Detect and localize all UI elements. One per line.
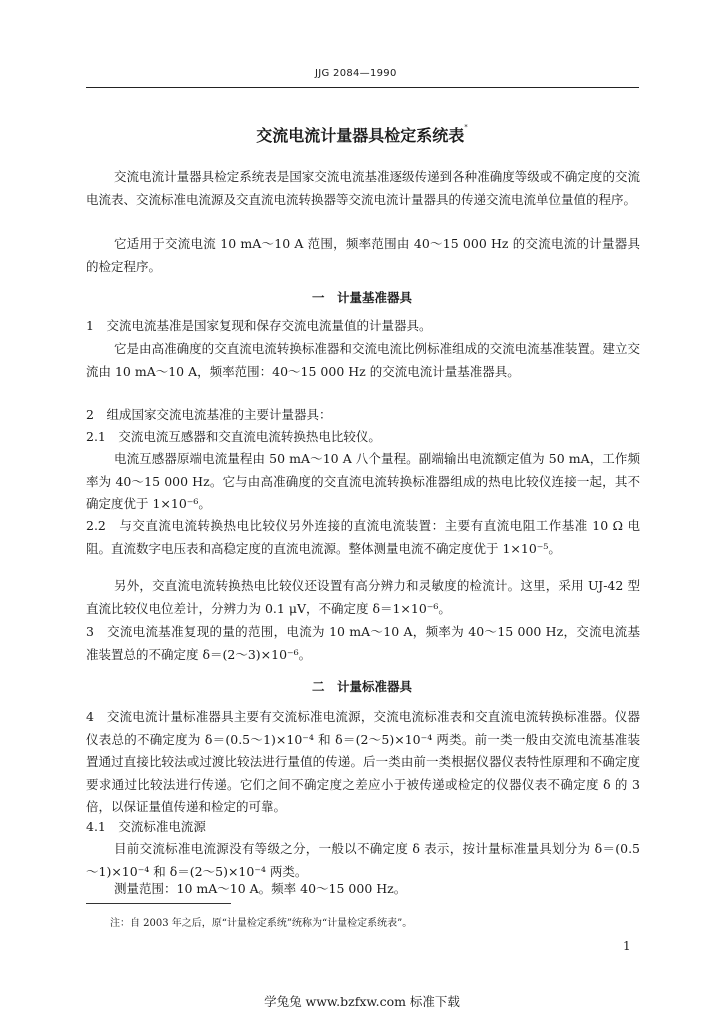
clause-4-1: 4.1 交流标准电流源 [86,819,206,834]
title-note-mark: * [464,123,468,131]
clause-2-1-body: 电流互感器原端电流量程由 50 mA～10 A 八个量程。副端输出电流额定值为 50 mA，工作频率为 40～15 000 Hz。它与由高准确度的交直流电流转换标准器组成的热电比较仪连接一起，其不确定度优于 1×10⁻⁶。 [86,451,640,511]
header-rule [86,87,639,88]
clause-3: 3 交流电流基准复现的量的范围，电流为 10 mA～10 A，频率为 40～15 000 Hz，交流电流基准装置总的不确定度 δ＝(2～3)×10⁻⁶。 [86,624,640,662]
page-number: 1 [623,939,631,953]
standard-number: JJG 2084—1990 [315,68,397,79]
footnote: 注：自 2003 年之后，原“计量检定系统”统称为“计量检定系统表”。 [110,918,413,929]
section-heading-2: 二 计量标准器具 [311,679,412,694]
clause-2-1: 2.1 交流电流互感器和交直流电流转换热电比较仪。 [86,429,381,444]
document-title [0,123,724,146]
clause-2-2-note: 另外，交直流电流转换热电比较仪还设置有高分辨力和灵敏度的检流计。这里，采用 UJ-42 型直流比较仪电位差计，分辨力为 0.1 μV，不确定度 δ＝1×10⁻⁶。 [86,578,640,616]
intro-paragraph-2: 它适用于交流电流 10 mA～10 A 范围，频率范围由 40～15 000 Hz 的交流电流的计量器具的检定程序。 [86,236,640,274]
clause-4-1-body: 目前交流标准电流源没有等级之分，一般以不确定度 δ 表示，按计量标准量具划分为 δ＝(0.5～1)×10⁻⁴ 和 δ＝(2～5)×10⁻⁴ 两类。 [86,841,640,879]
clause-1-body: 它是由高准确度的交直流电流转换标准器和交流电流比例标准组成的交流电流基准装置。建立交流由 10 mA～10 A，频率范围：40～15 000 Hz 的交流电流计量基准器具。 [86,341,640,379]
footer-watermark: 学兔兔 www.bzfxw.com 标准下载 [264,994,460,1009]
clause-2: 2 组成国家交流电流基准的主要计量器具： [86,407,332,422]
clause-1: 1 交流电流基准是国家复现和保存交流电流量值的计量器具。 [86,318,432,333]
measurement-range: 测量范围：10 mA～10 A。频率 40～15 000 Hz。 [114,881,407,896]
document-title-text: 交流电流计量器具检定系统表 [256,126,465,145]
section-heading-1: 一 计量基准器具 [311,290,412,305]
clause-4: 4 交流电流计量标准器具主要有交流标准电流源，交流电流标准表和交直流电流转换标准器。仪器仪表总的不确定度为 δ＝(0.5～1)×10⁻⁴ 和 δ＝(2～5)×10⁻⁴ 两类。前一类一般由交流电流基准装置通过直接比较法或过渡比较法进行量值的传递。后一类由前一类根据仪器仪表特性原理和不确定度要求通过比较法进行传递。它们之间不确定度之差应小于被传递或检定的仪器仪表不确定度 δ 的 3 倍，以保证量值传递和检定的可靠。 [86,709,640,814]
clause-2-2: 2.2 与交直流电流转换热电比较仪另外连接的直流电流装置：主要有直流电阻工作基准 10 Ω 电阻。直流数字电压表和高稳定度的直流电流源。整体测量电流不确定度优于 1×10⁻⁵。 [86,518,640,556]
intro-paragraph-1: 交流电流计量器具检定系统表是国家交流电流基准逐级传递到各种准确度等级或不确定度的交流电流表、交流标准电流源及交直流电流转换器等交流电流计量器具的传递交流电流单位量值的程序。 [86,169,640,207]
footnote-separator [86,903,231,904]
